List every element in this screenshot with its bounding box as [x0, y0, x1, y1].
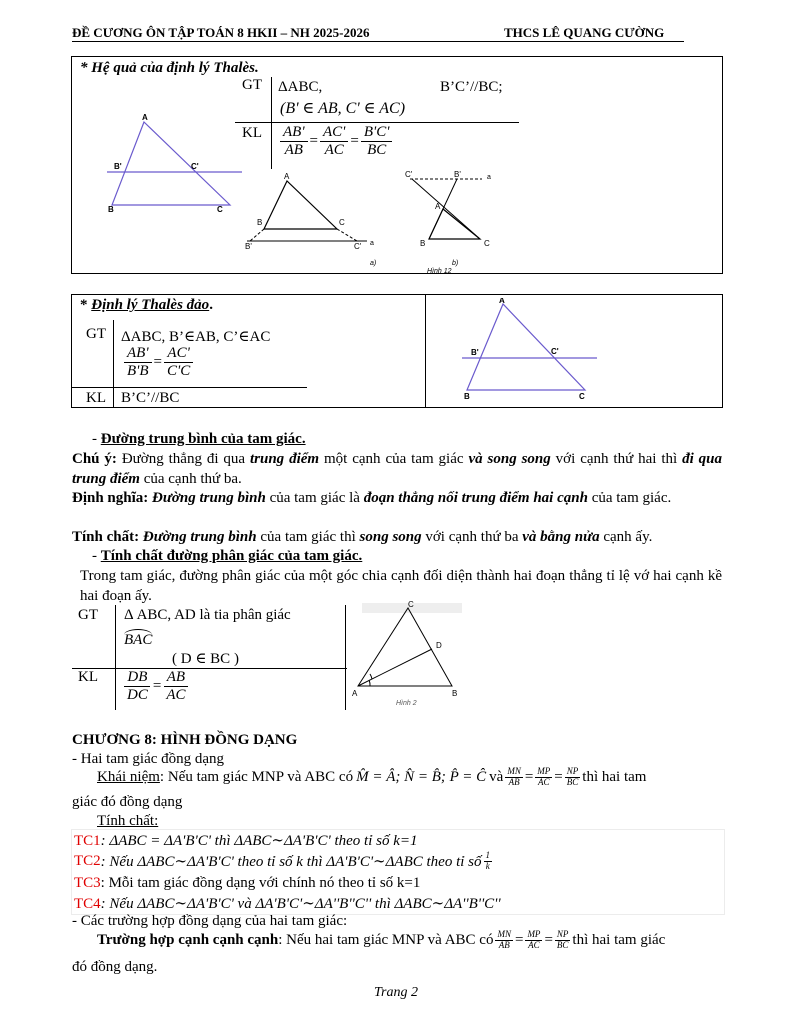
svg-text:A: A [352, 689, 358, 698]
ratio-bc-prime: $\frac{B'C'}{BC}$ [361, 124, 393, 160]
corollary-figures-ab [242, 169, 582, 275]
bisector-table [72, 605, 347, 710]
midline-definition: Định nghĩa: Đường trung bình của tam giác là đoạn thẳng nối trung điểm hai cạnh của tam giác. [72, 490, 672, 506]
bisector-divider [72, 668, 347, 669]
svg-text:C': C' [354, 242, 362, 251]
svg-text:C: C [408, 600, 414, 609]
ratio-ab-prime: $\frac{AB'}{AB}$ [280, 124, 308, 160]
similarity-concept-cont: giác đó đồng dạng [72, 794, 183, 810]
converse-gt-ratios: $\frac{AB'}{B'B}$ = $\frac{AC'}{C'C}$ [122, 345, 195, 381]
svg-text:b): b) [452, 260, 459, 267]
svg-text:C': C' [551, 347, 559, 356]
svg-text:B: B [452, 689, 458, 698]
corollary-gt-line1: ΔABC, [278, 79, 323, 95]
property-tc4: TC4: Nếu ΔABC∼ΔA'B'C' và ΔA'B'C'∼ΔA''B''C'' thì ΔABC∼ΔA''B''C'' [74, 896, 501, 912]
converse-divider [72, 387, 307, 388]
svg-text:A: A [435, 202, 441, 211]
thales-corollary-box [71, 56, 723, 274]
bisector-gt-line1: Δ ABC, AD là tia phân giác [124, 607, 291, 623]
svg-text:a): a) [370, 260, 377, 267]
similarity-concept: Khái niệm : Nếu tam giác MNP và ABC có M̂ = Â; N̂ = B̂; P̂ = Ĉ và MN AB = MP AC = NP BC thì hai tam [97, 766, 647, 787]
midline-note: Chú ý: Đường thẳng đi qua trung điểm một cạnh của tam giác và song song với cạnh thứ hai thì đi qua trung điểm của cạnh thứ ba. [72, 451, 722, 487]
thales-converse-box [71, 294, 723, 408]
bisector-text: Trong tam giác, đường phân giác của một góc chia cạnh đối diện thành hai đoạn thẳng tỉ lệ vớ hai cạnh kề hai đoạn ấy. [80, 568, 722, 604]
corollary-kl-ratios: $\frac{AB'}{AB}$ = $\frac{AC'}{AC}$ = $\frac{B'C'}{BC}$ [278, 124, 394, 160]
svg-text:B: B [420, 239, 426, 248]
svg-text:A: A [142, 113, 148, 122]
converse-gt-vline [113, 320, 114, 407]
chapter-8-sub: - Hai tam giác đồng dạng [72, 751, 225, 767]
bisector-kl-label: KL [78, 669, 98, 685]
corollary-gt-line2: (B' ∈ AB, C' ∈ AC) [280, 100, 406, 117]
svg-text:a: a [487, 174, 491, 181]
property-tc3: TC3: Mỗi tam giác đồng dạng với chính nó theo tỉ số k=1 [74, 875, 421, 891]
svg-text:Hình 2: Hình 2 [396, 700, 417, 707]
properties-label: Tính chất: [97, 813, 159, 829]
midline-property: Tính chất: Đường trung bình của tam giác thì song song với cạnh thứ ba và bằng nửa cạnh ấy. [72, 529, 653, 545]
svg-text:C: C [484, 239, 490, 248]
converse-box-divider [425, 295, 426, 407]
corollary-gt-label: GT [242, 77, 262, 93]
svg-text:Hình 12: Hình 12 [427, 268, 452, 275]
bisector-triangle-figure [352, 600, 472, 710]
midline-heading: - Đường trung bình của tam giác. [92, 431, 306, 447]
ratio-ac-prime: $\frac{AC'}{AC}$ [320, 124, 348, 160]
svg-text:B': B' [471, 348, 479, 357]
header-underline [72, 41, 684, 42]
svg-text:a: a [370, 240, 374, 247]
corollary-divider [235, 122, 519, 123]
property-tc1: TC1: ΔABC = ΔA'B'C' thì ΔABC∼ΔA'B'C' theo tỉ số k=1 [74, 833, 418, 849]
header-right: THCS LÊ QUANG CƯỜNG [504, 25, 665, 40]
case-sss: Trường hợp cạnh cạnh cạnh : Nếu hai tam giác MNP và ABC có MN AB = MP AC = NP BC thì hai tam giác [97, 929, 666, 950]
corollary-gt-divider [271, 77, 272, 169]
corollary-kl-label: KL [242, 125, 262, 141]
property-tc2: TC2 : Nếu ΔABC∼ΔA'B'C' theo tỉ số k thì ΔA'B'C'∼ΔABC theo tỉ số 1 k [74, 850, 490, 871]
converse-kl-text: B’C’//BC [121, 390, 180, 406]
converse-gt-label: GT [86, 326, 106, 342]
case-sss-cont: đó đồng dạng. [72, 959, 158, 975]
corollary-triangle-figure [102, 112, 242, 212]
corollary-title: * Hệ quả của định lý Thalès. [80, 60, 259, 76]
page-number: Trang 2 [374, 985, 418, 1000]
bisector-heading: - Tính chất đường phân giác của tam giác. [92, 548, 363, 564]
svg-text:C: C [217, 205, 223, 212]
converse-gt-line: ΔABC, B’∈AB, C’∈AC [121, 329, 271, 345]
svg-text:B: B [464, 392, 470, 401]
similarity-cases: - Các trường hợp đồng dạng của hai tam giác: [72, 913, 348, 929]
bisector-right-border [345, 605, 346, 710]
bisector-vline [115, 605, 116, 710]
chapter-8-title: CHƯƠNG 8: HÌNH ĐỒNG DẠNG [72, 732, 298, 748]
svg-text:A: A [284, 172, 290, 181]
converse-kl-label: KL [86, 390, 106, 406]
converse-triangle-figure [457, 298, 597, 404]
svg-text:B: B [108, 205, 114, 212]
bisector-gt-angle: BAC [124, 629, 152, 649]
svg-text:B': B' [114, 162, 122, 171]
svg-text:B': B' [245, 242, 252, 251]
svg-text:D: D [436, 641, 442, 650]
corollary-gt-parallel: B’C’//BC; [440, 79, 503, 95]
bisector-kl-ratios: $\frac{DB}{DC}$ = $\frac{AB}{AC}$ [122, 669, 190, 705]
svg-text:C': C' [191, 162, 199, 171]
bisector-gt-line3: ( D ∈ BC ) [172, 651, 239, 667]
bisector-gt-label: GT [78, 607, 98, 623]
svg-text:C: C [339, 218, 345, 227]
header-left: ĐỀ CƯƠNG ÔN TẬP TOÁN 8 HKII – NH 2025-2026 [72, 25, 370, 40]
svg-text:B': B' [454, 170, 461, 179]
svg-text:C: C [579, 392, 585, 401]
converse-title: * Định lý Thalès đảo. [80, 297, 213, 313]
svg-text:C': C' [405, 170, 413, 179]
svg-text:A: A [499, 298, 505, 305]
svg-text:B: B [257, 218, 263, 227]
